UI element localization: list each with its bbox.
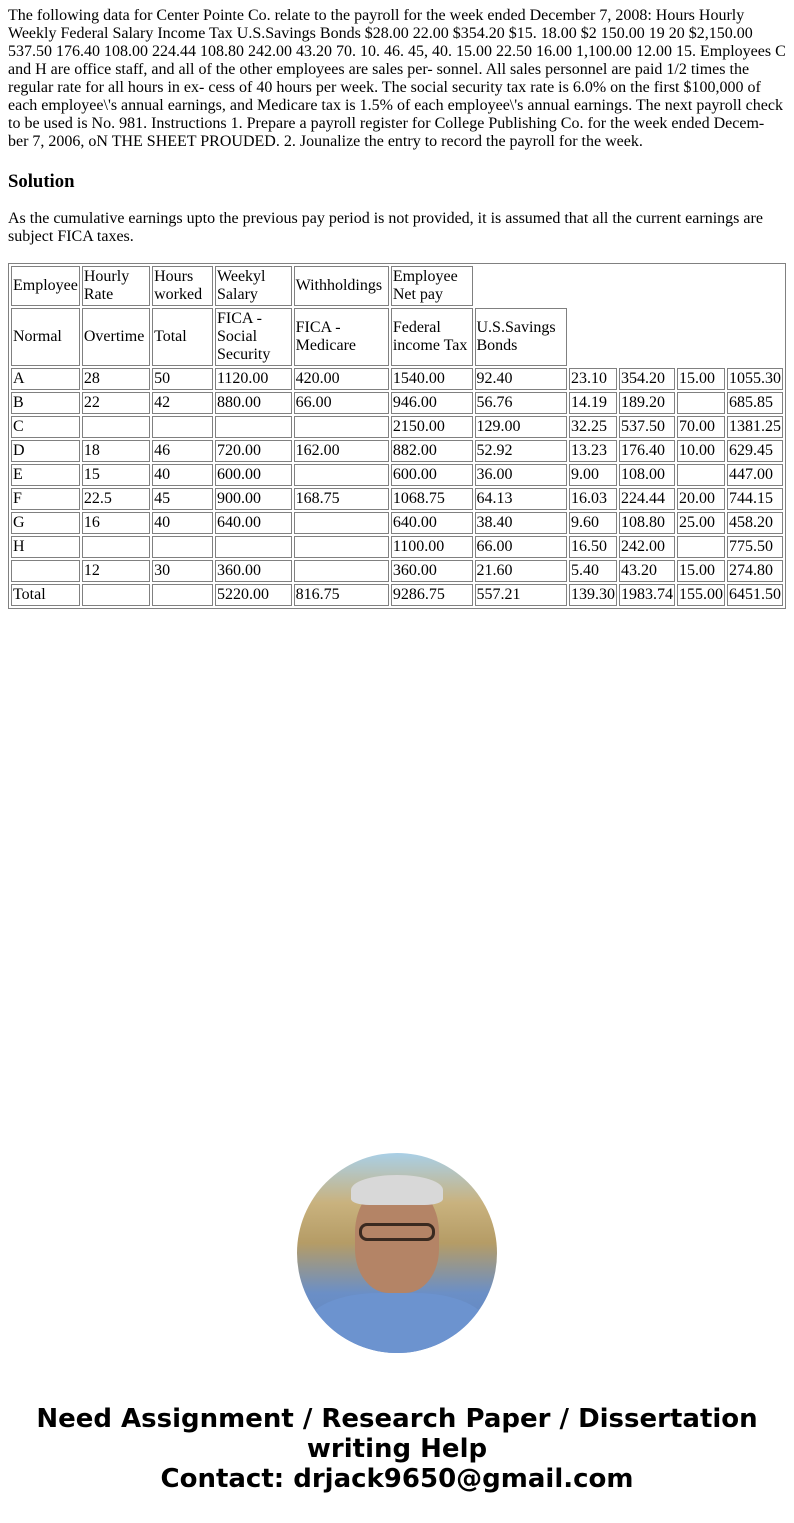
table-cell: D bbox=[11, 440, 80, 462]
table-cell: Weekyl Salary bbox=[215, 266, 292, 306]
table-row bbox=[11, 392, 783, 414]
table-cell bbox=[677, 536, 725, 558]
table-cell: Hours worked bbox=[152, 266, 213, 306]
table-cell bbox=[294, 560, 389, 582]
table-cell: F bbox=[11, 488, 80, 510]
table-cell: 20.00 bbox=[677, 488, 725, 510]
table-row bbox=[11, 512, 783, 534]
table-cell: 189.20 bbox=[619, 392, 675, 414]
table-cell: 16 bbox=[82, 512, 150, 534]
table-cell: 447.00 bbox=[727, 464, 783, 486]
problem-text: The following data for Center Pointe Co. relate to the payroll for the week ended December 7, 2008: Hours Hourly Weekly Federal Salary Income Tax U.S.Savings Bonds $28.00 22.00 $354.20 $15. 18.00 $2 150.00 19 20 $2,150.00 537.50 176.40 108.00 224.44 108.80 242.00 43.20 70. 10. 46. 45, 40. 15.00 22.50 16.00 1,100.00 12.00 15. Employees C and H are office staff, and all of the other employees are sales per- sonnel. All sales personnel are paid 1/2 times the regular rate for all hours in ex- cess of 40 hours per week. The social security tax rate is 6.0% on the first $100,000 of each employee\'s annual earnings, and Medicare tax is 1.5% of each employee\'s annual earnings. The next payroll check to be used is No. 981. Instructions 1. Prepare a payroll register for College Publishing Co. for the week ended Decem- ber 7, 2006, oN THE SHEET PROUDED. 2. Jounalize the entry to record the payroll for the week. bbox=[8, 7, 786, 150]
table-row bbox=[11, 584, 783, 606]
table-cell: 70.00 bbox=[677, 416, 725, 438]
table-cell: 56.76 bbox=[475, 392, 567, 414]
table-cell: 30 bbox=[152, 560, 213, 582]
table-cell: 2150.00 bbox=[391, 416, 473, 438]
table-cell bbox=[294, 416, 389, 438]
table-cell: 882.00 bbox=[391, 440, 473, 462]
table-cell: 45 bbox=[152, 488, 213, 510]
table-cell: 816.75 bbox=[294, 584, 389, 606]
table-cell bbox=[215, 416, 292, 438]
table-cell: 9.60 bbox=[569, 512, 617, 534]
table-cell bbox=[152, 536, 213, 558]
table-cell bbox=[152, 416, 213, 438]
contact-banner bbox=[0, 1404, 794, 1494]
table-cell bbox=[11, 560, 80, 582]
table-cell: 18 bbox=[82, 440, 150, 462]
table-cell: 22.5 bbox=[82, 488, 150, 510]
table-cell: FICA - Social Security bbox=[215, 308, 292, 366]
table-cell: Normal bbox=[11, 308, 80, 366]
table-cell bbox=[294, 536, 389, 558]
payroll-register-table bbox=[8, 263, 786, 609]
table-cell: 50 bbox=[152, 368, 213, 390]
table-cell: 162.00 bbox=[294, 440, 389, 462]
table-cell: 108.80 bbox=[619, 512, 675, 534]
table-cell: 1120.00 bbox=[215, 368, 292, 390]
table-cell: 1983.74 bbox=[619, 584, 675, 606]
table-cell bbox=[82, 536, 150, 558]
table-cell: 274.80 bbox=[727, 560, 783, 582]
table-cell: 1540.00 bbox=[391, 368, 473, 390]
table-cell: 537.50 bbox=[619, 416, 675, 438]
table-cell: 21.60 bbox=[475, 560, 567, 582]
table-cell: 600.00 bbox=[215, 464, 292, 486]
table-cell: 629.45 bbox=[727, 440, 783, 462]
table-cell: Withholdings bbox=[294, 266, 389, 306]
table-cell: A bbox=[11, 368, 80, 390]
table-cell: 42 bbox=[152, 392, 213, 414]
banner-line-2: writing Help bbox=[306, 1434, 488, 1464]
table-cell: 46 bbox=[152, 440, 213, 462]
table-cell: 28 bbox=[82, 368, 150, 390]
table-cell: 15 bbox=[82, 464, 150, 486]
table-cell: 242.00 bbox=[619, 536, 675, 558]
table-cell bbox=[82, 416, 150, 438]
table-cell: Employee Net pay bbox=[391, 266, 473, 306]
table-cell: 32.25 bbox=[569, 416, 617, 438]
table-cell: 168.75 bbox=[294, 488, 389, 510]
table-cell: 1381.25 bbox=[727, 416, 783, 438]
table-cell: 946.00 bbox=[391, 392, 473, 414]
table-cell: 360.00 bbox=[215, 560, 292, 582]
table-cell: 43.20 bbox=[619, 560, 675, 582]
table-row bbox=[11, 536, 783, 558]
table-cell: 458.20 bbox=[727, 512, 783, 534]
table-cell: G bbox=[11, 512, 80, 534]
table-cell: 420.00 bbox=[294, 368, 389, 390]
banner-line-1: Need Assignment / Research Paper / Dissertation bbox=[36, 1404, 758, 1434]
table-cell: 354.20 bbox=[619, 368, 675, 390]
table-cell: 1055.30 bbox=[727, 368, 783, 390]
table-cell bbox=[677, 464, 725, 486]
table-cell bbox=[294, 512, 389, 534]
table-cell: 40 bbox=[152, 512, 213, 534]
table-cell: U.S.Savings Bonds bbox=[475, 308, 567, 366]
header-row bbox=[11, 266, 783, 306]
table-cell: 900.00 bbox=[215, 488, 292, 510]
banner-line-3: Contact: drjack9650@gmail.com bbox=[160, 1464, 634, 1494]
table-cell bbox=[294, 464, 389, 486]
table-cell: Overtime bbox=[82, 308, 150, 366]
table-row bbox=[11, 464, 783, 486]
table-cell: 13.23 bbox=[569, 440, 617, 462]
table-cell: 36.00 bbox=[475, 464, 567, 486]
table-cell: 600.00 bbox=[391, 464, 473, 486]
author-photo bbox=[297, 1153, 497, 1353]
table-cell bbox=[152, 584, 213, 606]
table-cell: 66.00 bbox=[475, 536, 567, 558]
table-cell: 9286.75 bbox=[391, 584, 473, 606]
table-cell: 1100.00 bbox=[391, 536, 473, 558]
table-cell: FICA - Medicare bbox=[294, 308, 389, 366]
table-cell: 108.00 bbox=[619, 464, 675, 486]
table-cell bbox=[215, 536, 292, 558]
table-cell: 9.00 bbox=[569, 464, 617, 486]
table-cell: 38.40 bbox=[475, 512, 567, 534]
table-row bbox=[11, 368, 783, 390]
table-cell: 775.50 bbox=[727, 536, 783, 558]
table-cell: 16.03 bbox=[569, 488, 617, 510]
table-cell: 64.13 bbox=[475, 488, 567, 510]
table-cell: 557.21 bbox=[475, 584, 567, 606]
table-cell: 6451.50 bbox=[727, 584, 783, 606]
table-cell: 744.15 bbox=[727, 488, 783, 510]
solution-heading: Solution bbox=[8, 171, 75, 192]
table-cell: 23.10 bbox=[569, 368, 617, 390]
table-cell: 5220.00 bbox=[215, 584, 292, 606]
table-cell: 129.00 bbox=[475, 416, 567, 438]
table-cell: 22 bbox=[82, 392, 150, 414]
table-cell: 92.40 bbox=[475, 368, 567, 390]
table-cell: 40 bbox=[152, 464, 213, 486]
table-cell: B bbox=[11, 392, 80, 414]
table-cell: 1068.75 bbox=[391, 488, 473, 510]
table-cell: C bbox=[11, 416, 80, 438]
table-cell: Total bbox=[11, 584, 80, 606]
table-cell: 12 bbox=[82, 560, 150, 582]
table-cell: E bbox=[11, 464, 80, 486]
table-cell: 52.92 bbox=[475, 440, 567, 462]
table-cell: H bbox=[11, 536, 80, 558]
table-row bbox=[11, 440, 783, 462]
table-cell: Hourly Rate bbox=[82, 266, 150, 306]
subheader-row bbox=[11, 308, 783, 366]
table-cell: 176.40 bbox=[619, 440, 675, 462]
table-cell: Total bbox=[152, 308, 213, 366]
table-cell: 139.30 bbox=[569, 584, 617, 606]
table-cell: 25.00 bbox=[677, 512, 725, 534]
table-cell: 224.44 bbox=[619, 488, 675, 510]
table-row bbox=[11, 488, 783, 510]
assumption-note: As the cumulative earnings upto the previous pay period is not provided, it is assumed that all the current earnings are subject FICA taxes. bbox=[8, 210, 763, 245]
table-row bbox=[11, 416, 783, 438]
table-cell: 5.40 bbox=[569, 560, 617, 582]
table-cell: 15.00 bbox=[677, 560, 725, 582]
table-row bbox=[11, 560, 783, 582]
table-cell: 10.00 bbox=[677, 440, 725, 462]
table-cell bbox=[82, 584, 150, 606]
table-cell: Federal income Tax bbox=[391, 308, 473, 366]
table-cell: 640.00 bbox=[215, 512, 292, 534]
table-cell: Employee bbox=[11, 266, 80, 306]
table-cell bbox=[677, 392, 725, 414]
table-cell: 16.50 bbox=[569, 536, 617, 558]
table-cell: 66.00 bbox=[294, 392, 389, 414]
table-cell: 360.00 bbox=[391, 560, 473, 582]
table-cell: 155.00 bbox=[677, 584, 725, 606]
table-cell: 720.00 bbox=[215, 440, 292, 462]
table-cell: 640.00 bbox=[391, 512, 473, 534]
table-cell: 685.85 bbox=[727, 392, 783, 414]
table-cell: 880.00 bbox=[215, 392, 292, 414]
table-cell: 15.00 bbox=[677, 368, 725, 390]
table-cell: 14.19 bbox=[569, 392, 617, 414]
